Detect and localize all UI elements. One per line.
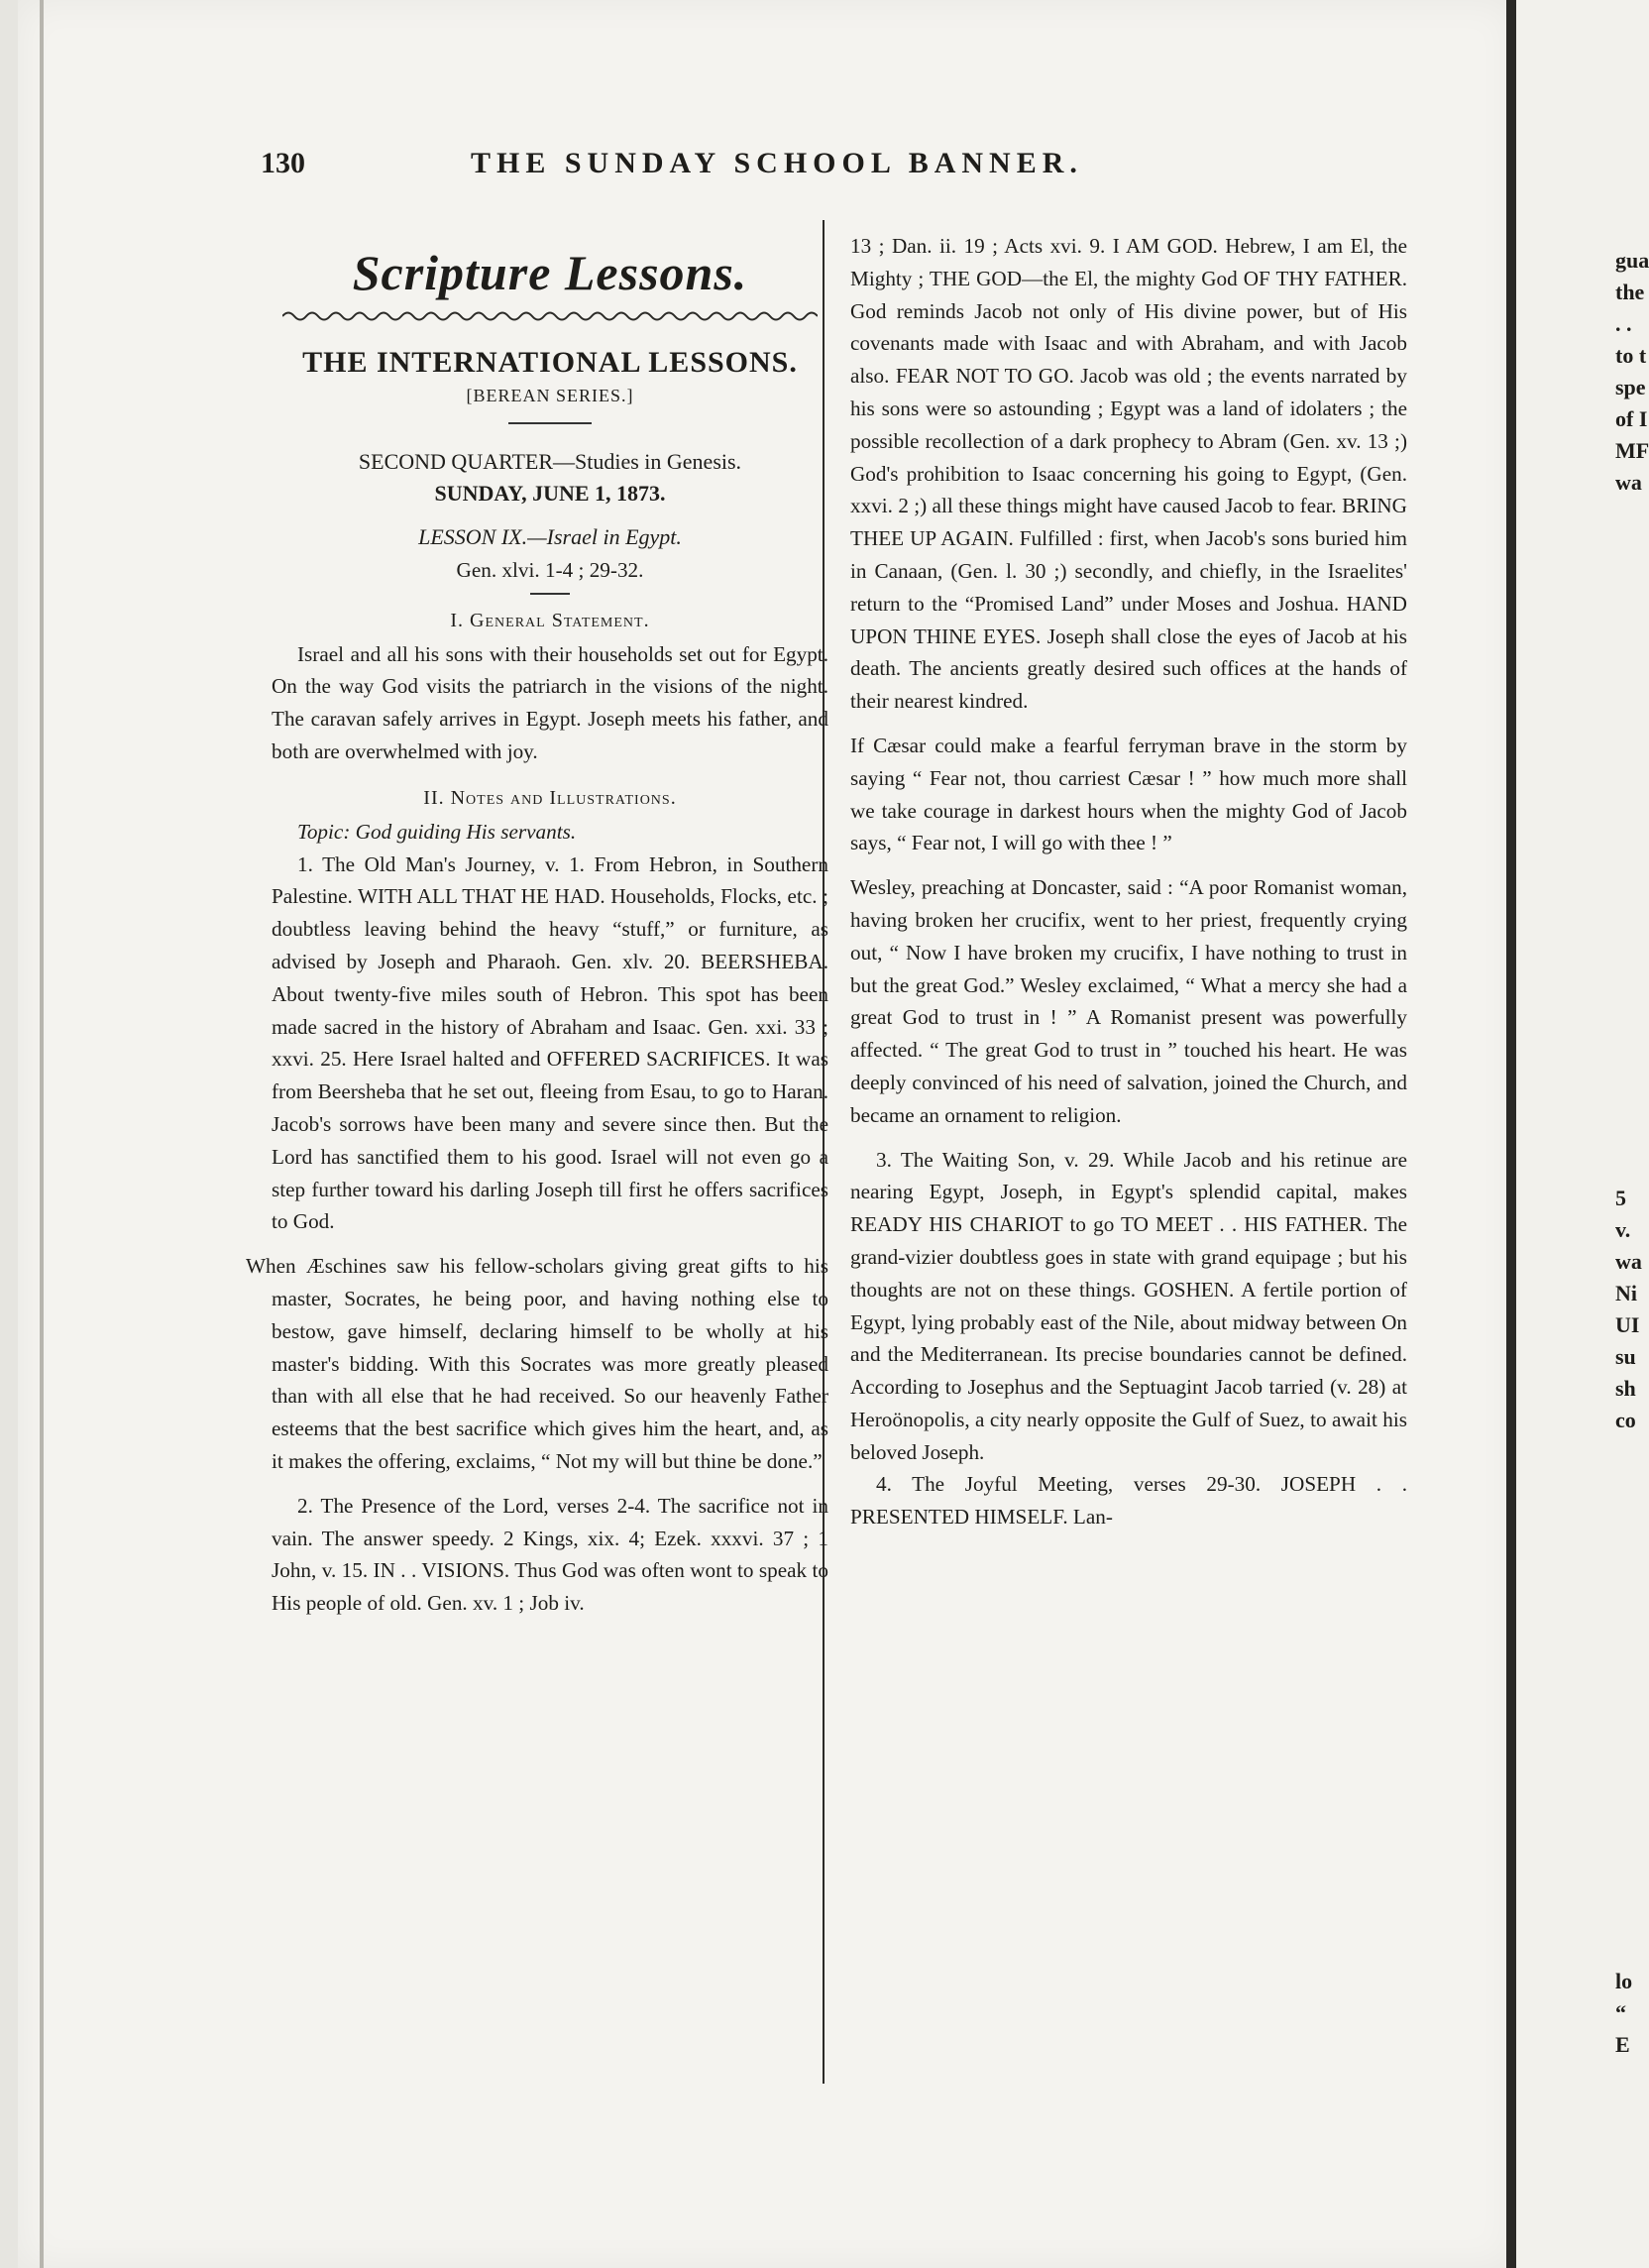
- wavy-rule: [282, 309, 818, 323]
- note-paragraph-2-continued: 13 ; Dan. ii. 19 ; Acts xvi. 9. I AM GOD. Hebrew, I am El, the Mighty ; THE GOD—the El, the mighty God OF THY FATHER. God reminds Jacob not only of His divine power, but of His covenants made with Isaac and with Abraham, and with Jacob also. FEAR NOT TO GO. Jacob was old ; the events narrated by his sons were so astounding ; Egypt was a land of idolaters ; the possible recollection of a dark prophecy to Abram (Gen. xv. 13 ;) God's prohibition to Isaac concerning his going to Egypt, (Gen. xxvi. 2 ;) all these things might have caused Jacob to fear. BRING THEE UP AGAIN. Fulfilled : first, when Jacob's sons buried him in Canaan, (Gen. l. 30 ;) secondly, and chiefly, in the Israelites' return to the “Promised Land” under Moses and Joshua. HAND UPON THINE EYES. Joseph shall close the eyes of Jacob at his death. The ancients greatly desired such offices at the hands of their nearest kindred.: [850, 234, 1407, 714]
- general-statement-heading: I. General Statement.: [450, 609, 650, 631]
- short-rule: [508, 422, 592, 424]
- wesley-illustration: [850, 871, 1407, 1131]
- lesson-date: SUNDAY, JUNE 1, 1873.: [434, 481, 666, 506]
- journal-title: THE SUNDAY SCHOOL BANNER.: [471, 147, 1083, 179]
- left-column: [246, 230, 828, 1620]
- aeschines-illustration: [246, 1250, 828, 1478]
- adjacent-text-fragment: wa: [1615, 470, 1642, 495]
- adjacent-text-fragment: wa: [1615, 1249, 1642, 1274]
- adjacent-text-fragment: su: [1615, 1344, 1636, 1369]
- adjacent-text-fragment: the: [1615, 280, 1645, 304]
- notes-heading: II. Notes and Illustrations.: [423, 786, 677, 809]
- aeschines-text: When Æschines saw his fellow-scholars giving great gifts to his master, Socrates, he being poor, and having nothing else to bestow, gave himself, declaring himself to be wholly at his master's bidding. With this Socrates was more greatly pleased than with all else that he had received. So our heavenly Father esteems that the best sacrifice which gives him the heart, and, as it makes the offering, exclaims, “ Not my will but thine be done.”: [246, 1254, 828, 1473]
- adjacent-text-fragment: UI: [1615, 1312, 1640, 1337]
- adjacent-text-fragment: to t: [1615, 343, 1647, 368]
- adjacent-text-fragment: E: [1615, 2032, 1630, 2057]
- section-title: Scripture Lessons.: [352, 245, 748, 300]
- adjacent-text-fragment: v.: [1615, 1217, 1631, 1242]
- tiny-rule: [530, 593, 570, 595]
- adjacent-text-fragment: spe: [1615, 375, 1646, 399]
- note-paragraph-2: 2. The Presence of the Lord, verses 2-4. The sacrifice not in vain. The answer speedy. 2 Kings, xix. 4; Ezek. xxxvi. 37 ; 1 John, v. 15. IN . . VISIONS. Thus God was often wont to speak to His people of old. Gen. xv. 1 ; Job iv.: [272, 1493, 828, 1616]
- lesson-number: LESSON IX.—Israel in Egypt.: [418, 524, 682, 549]
- adjacent-text-fragment: sh: [1615, 1376, 1636, 1401]
- binding-edge: [40, 0, 44, 2268]
- note-paragraph-3: 3. The Waiting Son, v. 29. While Jacob and his retinue are nearing Egypt, Joseph, in Egypt's splendid capital, makes READY HIS CHARIOT to go TO MEET . . HIS FATHER. The grand-vizier doubtless goes in state with grand equipage ; but his thoughts are not on these things. GOSHEN. A fertile portion of Egypt, lying probably east of the Nile, about midway between On and the Mediterranean. Its precise boundaries cannot be defined. According to Josephus and the Septuagint Jacob tarried (v. 28) at Heroönopolis, a city nearly opposite the Gulf of Suez, to await his beloved Joseph.: [850, 1147, 1407, 1464]
- adjacent-text-fragment: 5: [1615, 1186, 1626, 1210]
- note-paragraph-1: 1. The Old Man's Journey, v. 1. From Hebron, in Southern Palestine. WITH ALL THAT HE HAD. Households, Flocks, etc. ; doubtless leaving behind the heavy “stuff,” or furniture, as advised by Joseph and Pharaoh. Gen. xlv. 20. BEERSHEBA. About twenty-five miles south of Hebron. This spot has been made sacred in the history of Abraham and Isaac. Gen. xxi. 33 ; xxvi. 25. Here Israel halted and OFFERED SACRIFICES. It was from Beersheba that he set out, fleeing from Esau, to go to Haran. Jacob's sorrows have been many and severe since then. But the Lord has sanctified them to his good. Israel will not even go a step further toward his darling Joseph till first he offers sacrifices to God.: [272, 851, 828, 1234]
- page-gutter: [1506, 0, 1516, 2268]
- adjacent-text-fragment: gua: [1615, 248, 1649, 273]
- page-number: 130: [261, 147, 305, 179]
- lessons-title: THE INTERNATIONAL LESSONS.: [302, 346, 798, 379]
- adjacent-text-fragment: Ni: [1615, 1281, 1637, 1305]
- adjacent-text-fragment: co: [1615, 1408, 1636, 1432]
- adjacent-text-fragment: “: [1615, 2000, 1626, 2025]
- adjacent-text-fragment: . .: [1615, 311, 1632, 336]
- series-label: [BEREAN SERIES.]: [466, 386, 634, 405]
- adjacent-text-fragment: MF: [1615, 438, 1649, 463]
- lesson-reference: Gen. xlvi. 1-4 ; 29-32.: [456, 557, 644, 582]
- right-column: [850, 230, 1407, 1533]
- wesley-text: Wesley, preaching at Doncaster, said : “A poor Romanist woman, having broken her crucifix, went to her priest, frequently crying out, “ Now I have broken my crucifix, I have nothing to trust in but the great God.” Wesley exclaimed, “ What a mercy she had a great God to trust in ! ” A Romanist present was powerfully affected. “ The great God to trust in ” touched his heart. He was deeply convinced of his need of salvation, joined the Church, and became an ornament to religion.: [850, 875, 1407, 1127]
- note-paragraph-4: 4. The Joyful Meeting, verses 29-30. JOSEPH . . PRESENTED HIMSELF. Lan-: [850, 1472, 1407, 1530]
- caesar-text: If Cæsar could make a fearful ferryman brave in the storm by saying “ Fear not, thou carriest Cæsar ! ” how much more shall we take courage in darkest hours when the mighty God of Jacob says, “ Fear not, I will go with thee ! ”: [850, 733, 1407, 855]
- adjacent-text-fragment: of I: [1615, 406, 1648, 431]
- caesar-illustration: [850, 730, 1407, 859]
- topic-line: Topic: God guiding His servants.: [297, 819, 577, 844]
- adjacent-text-fragment: lo: [1615, 1969, 1633, 1993]
- quarter-heading: SECOND QUARTER—Studies in Genesis.: [358, 449, 742, 474]
- general-statement-text: Israel and all his sons with their households set out for Egypt. On the way God visits the patriarch in the visions of the night. The caravan safely arrives in Egypt. Joseph meets his father, and both are overwhelmed with joy.: [272, 641, 828, 763]
- running-head: [261, 147, 1450, 186]
- adjacent-page-edge: [1516, 0, 1649, 2268]
